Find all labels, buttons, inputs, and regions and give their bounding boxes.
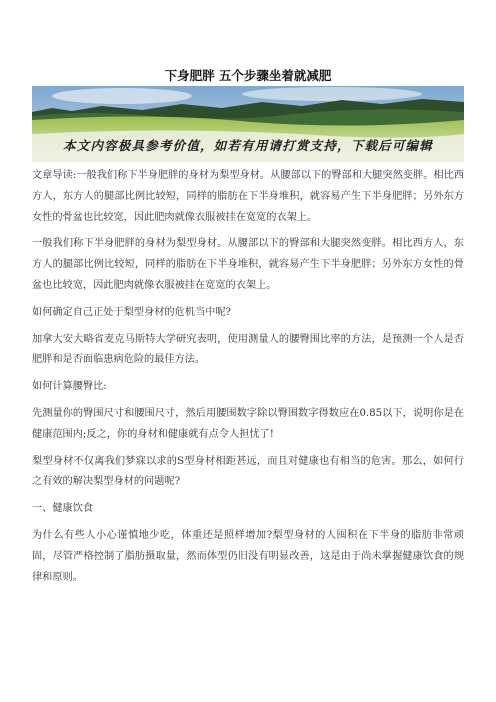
banner-caption: 本文内容极具参考价值，如若有用请打赏支持，下载后可编辑 [63, 138, 433, 153]
paragraph-how-to-calc: 如何计算腰臀比: [32, 381, 107, 393]
paragraph-pear-shape: 一般我们称下半身肥胖的身材为梨型身材。从腰部以下的臀部和大腿突然变胖。相比西方人，东方人的腿部比例比较短，同样的脂肪在下半身堆积，就容易产生下半身肥胖；另外东方女性的骨盆也比较宽，因此肥肉就像衣服被挂在宽宽的衣架上。 [32, 238, 464, 291]
paragraph-question: 如何确定自己正处于梨型身材的危机当中呢? [32, 306, 232, 318]
page-title: 下身肥胖 五个步骤坐着就减肥 [164, 68, 332, 83]
paragraph-measure: 先测量你的臀围尺寸和腰围尺寸，然后用腰围数字除以臀围数字得数应在0.85以下，说明你是在健康范围内;反之，你的身材和健康就有点令人担忧了! [32, 407, 464, 440]
paragraph-intro: 文章导读:一般我们称下半身肥胖的身材为梨型身材。从腰部以下的臀部和大腿突然变胖。相比西方人，东方人的腿部比例比较短，同样的脂肪在下半身堆积，就容易产生下半身肥胖；另外东方女性的骨盆也比较宽，因此肥肉就像衣服被挂在宽宽的衣架上。 [32, 170, 464, 223]
paragraph-research: 加拿大安大略省麦克马斯特大学研究表明，使用测量人的腰臀围比率的方法，是预测一个人是否肥胖和是否面临患病危险的最佳方法。 [32, 333, 464, 366]
paragraph-diet: 为什么有些人小心谨慎地少吃，体重还是照样增加?梨型身材的人囤积在下半身的脂肪非常顽固，尽管严格控制了脂肪摄取量，然而体型仍旧没有明显改善，这是由于尚未掌握健康饮食的规律和原则。 [32, 529, 464, 583]
paragraph-s-shape: 梨型身材不仅离我们梦寐以求的S型身材相距甚远，而且对健康也有相当的危害。那么，如何行之有效的解决梨型身材的问题呢? [32, 455, 464, 488]
section-heading-diet: 一、健康饮食 [32, 503, 94, 515]
article-body [32, 166, 464, 588]
landscape-banner-image [32, 86, 464, 162]
